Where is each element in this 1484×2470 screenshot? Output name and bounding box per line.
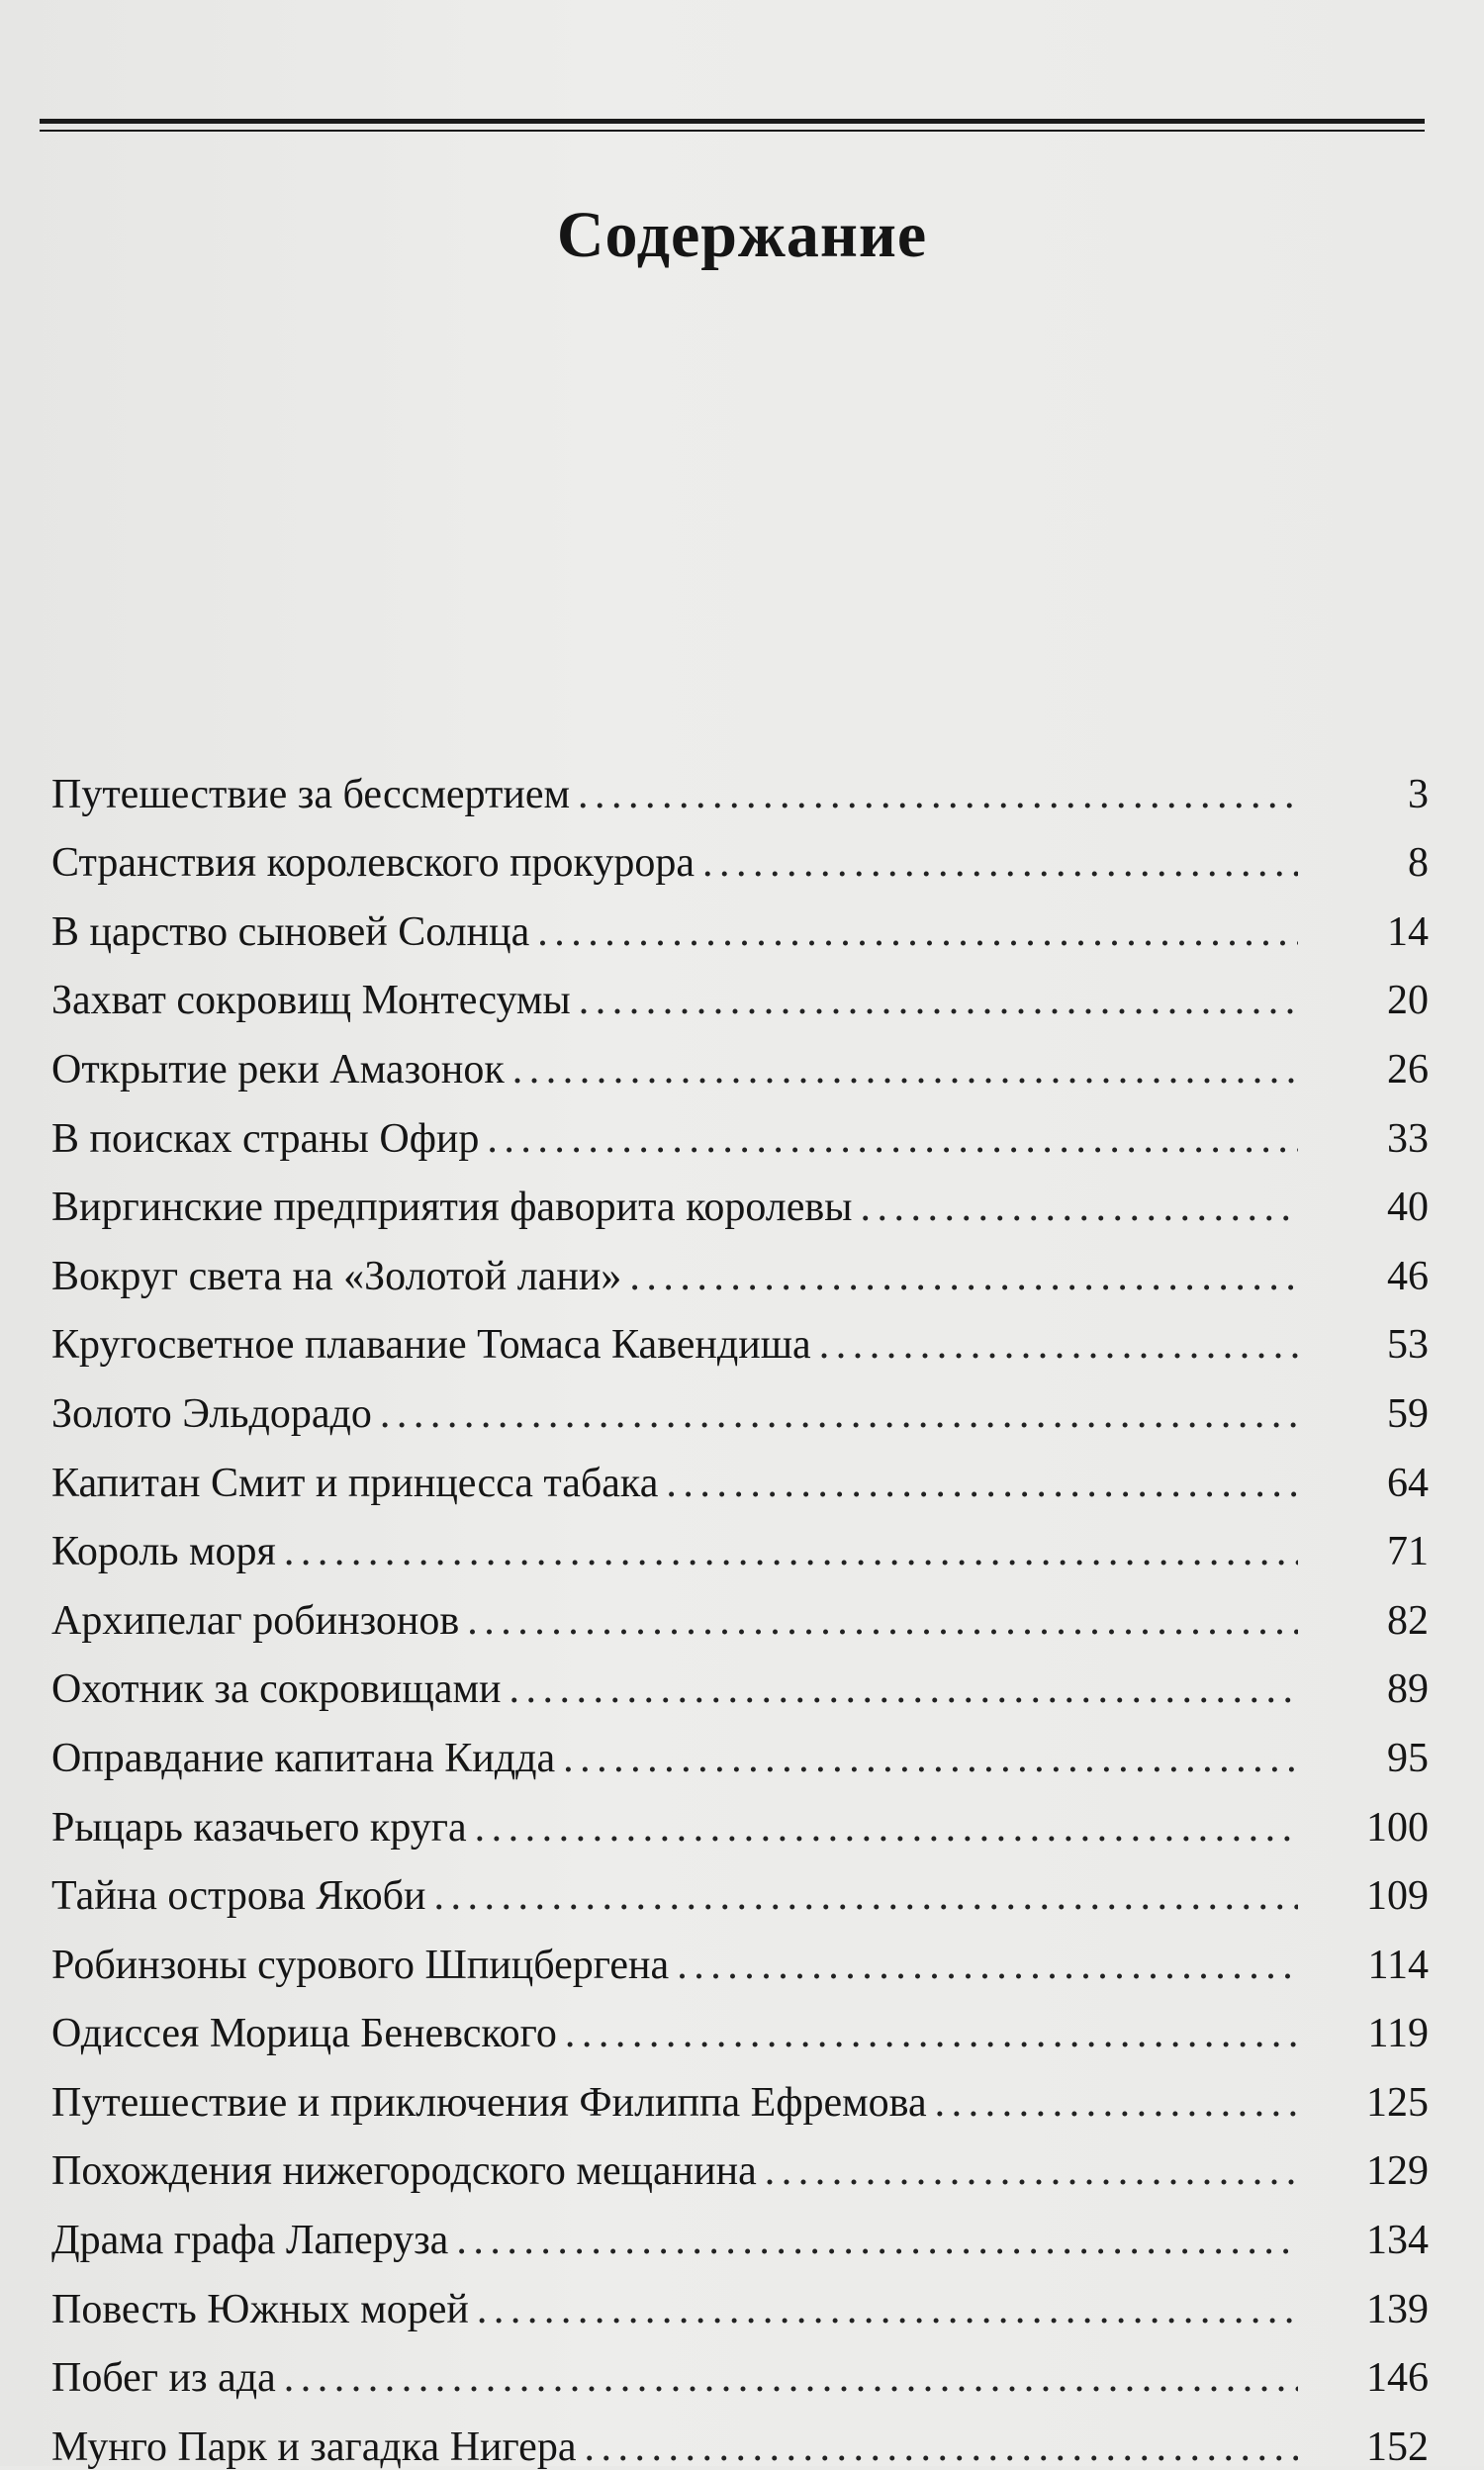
toc-entry xyxy=(51,953,1437,1022)
dot-leader xyxy=(284,1531,1298,1572)
toc-entry-title: Захват сокровищ Монтесумы xyxy=(51,978,571,1024)
toc-entry xyxy=(51,1228,1437,1297)
table-of-contents xyxy=(51,746,1437,2468)
toc-entry-title: Путешествие за бессмертием xyxy=(51,771,571,817)
dot-leader xyxy=(477,2289,1298,2330)
toc-entry-page: 26 xyxy=(1387,1046,1429,1092)
dot-leader xyxy=(629,1256,1298,1297)
toc-entry-title: Побег из ада xyxy=(51,2355,276,2402)
dot-leader xyxy=(467,1600,1298,1642)
dot-leader xyxy=(819,1324,1298,1366)
toc-entry xyxy=(51,1160,1437,1229)
toc-entry-page: 64 xyxy=(1387,1460,1429,1506)
toc-entry-title: Король моря xyxy=(51,1529,276,1575)
toc-entry xyxy=(51,1572,1437,1642)
dot-leader xyxy=(537,911,1298,953)
dot-leader xyxy=(578,774,1298,815)
dot-leader xyxy=(456,2220,1298,2261)
toc-entry xyxy=(51,884,1437,953)
page-title: Содержание xyxy=(556,199,928,271)
toc-entry xyxy=(51,1986,1437,2055)
toc-entry xyxy=(51,815,1437,885)
toc-entry-title: Драма графа Лаперуза xyxy=(51,2218,449,2264)
toc-entry-page: 129 xyxy=(1366,2148,1429,2195)
dot-leader xyxy=(584,2426,1298,2468)
toc-entry-page: 20 xyxy=(1387,978,1429,1024)
toc-entry xyxy=(51,1297,1437,1367)
toc-entry-page: 114 xyxy=(1367,1942,1429,1988)
toc-entry xyxy=(51,2261,1437,2330)
toc-entry-page: 95 xyxy=(1387,1735,1429,1781)
toc-entry xyxy=(51,2330,1437,2400)
dot-leader xyxy=(579,980,1298,1021)
dot-leader xyxy=(487,1118,1298,1160)
toc-entry-page: 59 xyxy=(1387,1390,1429,1437)
toc-entry-title: Похождения нижегородского мещанина xyxy=(51,2148,757,2195)
toc-entry-title: В поисках страны Офир xyxy=(51,1115,480,1162)
dot-leader xyxy=(565,2013,1298,2054)
toc-entry-title: Архипелаг робинзонов xyxy=(51,1597,460,1644)
dot-leader xyxy=(765,2150,1298,2192)
toc-entry-title: Одиссея Морица Беневского xyxy=(51,2011,557,2057)
toc-entry-title: Открытие реки Амазонок xyxy=(51,1046,505,1092)
dot-leader xyxy=(475,1807,1298,1849)
toc-entry xyxy=(51,1504,1437,1573)
toc-entry xyxy=(51,1779,1437,1849)
toc-entry-page: 82 xyxy=(1387,1597,1429,1644)
dot-leader xyxy=(677,1945,1298,1986)
toc-entry-title: Повесть Южных морей xyxy=(51,2286,469,2332)
dot-leader xyxy=(860,1187,1298,1228)
toc-entry-title: Мунго Парк и загадка Нигера xyxy=(51,2423,577,2470)
toc-entry-page: 33 xyxy=(1387,1115,1429,1162)
toc-entry-page: 46 xyxy=(1387,1253,1429,1299)
toc-entry xyxy=(51,2192,1437,2264)
toc-entry xyxy=(51,2399,1437,2468)
toc-entry-page: 152 xyxy=(1366,2423,1429,2470)
toc-entry-title: Путешествие и приключения Филиппа Ефремова xyxy=(51,2079,927,2126)
toc-entry-page: 53 xyxy=(1387,1322,1429,1369)
toc-entry-title: Капитан Смит и принцесса табака xyxy=(51,1460,659,1506)
toc-entry xyxy=(51,2124,1437,2193)
toc-entry-page: 8 xyxy=(1408,840,1429,887)
toc-entry-page: 71 xyxy=(1387,1529,1429,1575)
dot-leader xyxy=(512,1049,1298,1091)
toc-entry-page: 100 xyxy=(1366,1804,1429,1851)
toc-entry xyxy=(51,1366,1437,1435)
toc-entry xyxy=(51,1917,1437,1986)
toc-entry-page: 134 xyxy=(1366,2218,1429,2264)
toc-entry-page: 146 xyxy=(1366,2355,1429,2402)
dot-leader xyxy=(284,2357,1298,2399)
toc-entry xyxy=(51,1435,1437,1504)
toc-entry-title: Кругосветное плавание Томаса Кавендиша xyxy=(51,1322,811,1369)
toc-entry-title: Рыцарь казачьего круга xyxy=(51,1804,467,1851)
toc-entry-title: Тайна острова Якоби xyxy=(51,1873,426,1920)
toc-entry-title: Робинзоны сурового Шпицбергена xyxy=(51,1942,670,1988)
dot-leader xyxy=(563,1738,1298,1779)
dot-leader xyxy=(702,842,1298,884)
dot-leader xyxy=(433,1875,1298,1917)
toc-entry-page: 109 xyxy=(1366,1873,1429,1920)
toc-entry-page: 119 xyxy=(1367,2011,1429,2057)
toc-entry-title: Охотник за сокровищами xyxy=(51,1666,502,1713)
dot-leader xyxy=(510,1668,1298,1710)
toc-entry xyxy=(51,746,1437,815)
dot-leader xyxy=(935,2082,1298,2124)
toc-entry-title: Оправдание капитана Кидда xyxy=(51,1735,556,1781)
toc-entry-page: 14 xyxy=(1387,908,1429,955)
toc-entry xyxy=(51,1642,1437,1711)
toc-entry xyxy=(51,1710,1437,1779)
toc-entry xyxy=(51,1091,1437,1160)
toc-entry-title: Странствия королевского прокурора xyxy=(51,840,695,887)
toc-entry-title: В царство сыновей Солнца xyxy=(51,908,530,955)
toc-entry xyxy=(51,1849,1437,1918)
dot-leader xyxy=(666,1463,1298,1504)
dot-leader xyxy=(380,1393,1298,1435)
header-rule-thick xyxy=(40,119,1425,124)
header-rule-thin xyxy=(40,130,1425,132)
toc-entry-page: 125 xyxy=(1366,2079,1429,2126)
toc-entry-title: Золото Эльдорадо xyxy=(51,1390,372,1437)
toc-entry-page: 89 xyxy=(1387,1666,1429,1713)
toc-entry xyxy=(51,2054,1437,2124)
toc-entry-page: 139 xyxy=(1366,2286,1429,2332)
toc-entry-page: 40 xyxy=(1387,1185,1429,1231)
toc-entry xyxy=(51,1021,1437,1091)
toc-entry-page: 3 xyxy=(1408,771,1429,817)
toc-entry-title: Виргинские предприятия фаворита королевы xyxy=(51,1185,853,1231)
toc-entry-title: Вокруг света на «Золотой лани» xyxy=(51,1253,622,1299)
